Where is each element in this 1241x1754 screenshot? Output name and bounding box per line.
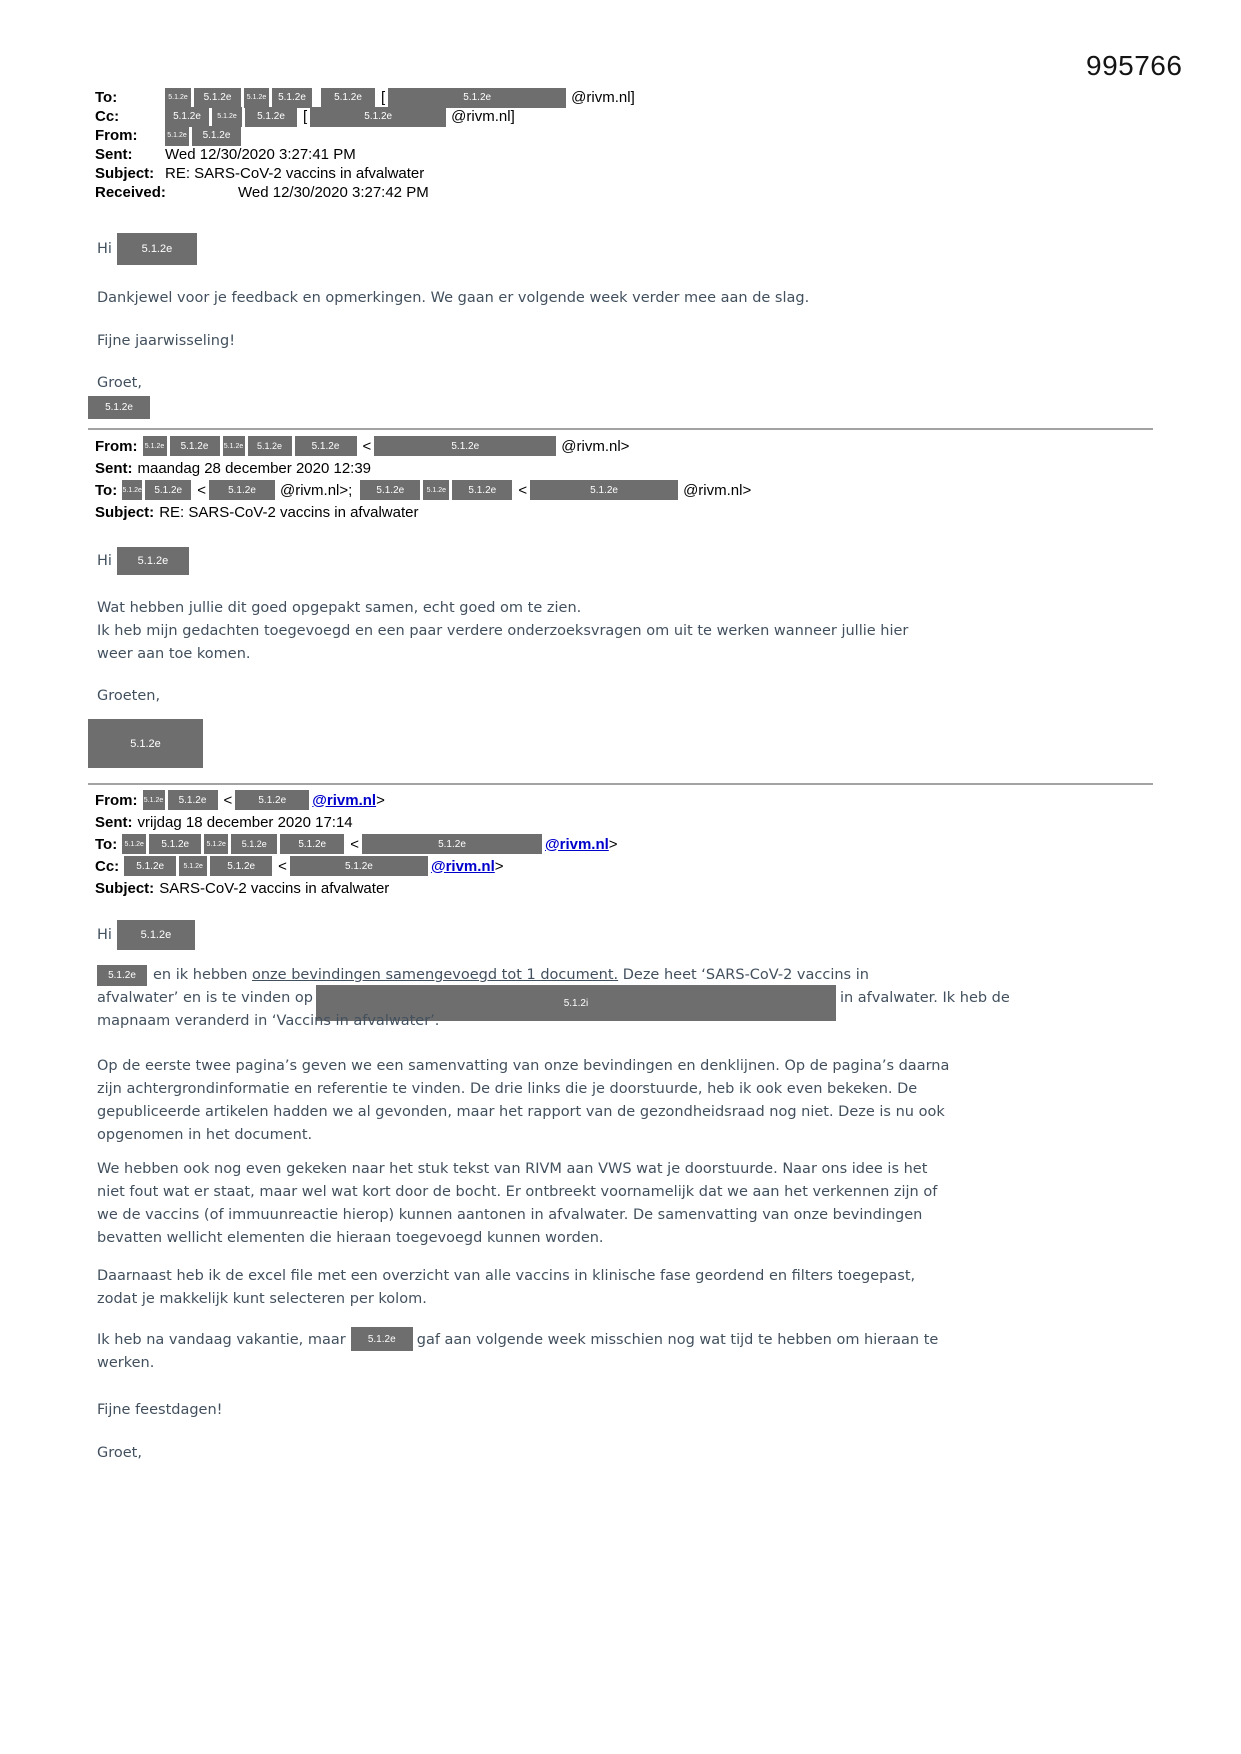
body-line: niet fout wat er staat, maar wel wat kort door de bocht. Er ontbreekt voornamelijk dat we aan het verkennen zijn of xyxy=(97,1184,938,1200)
sent-label: Sent: xyxy=(95,459,133,477)
paragraph-3 xyxy=(97,1158,1153,1250)
email-3 xyxy=(88,783,1153,1465)
subject-value: RE: SARS-CoV-2 vaccins in afvalwater xyxy=(159,503,419,521)
signature-redaction-box: 5.1.2e xyxy=(88,396,150,419)
from-label: From: xyxy=(95,791,138,809)
redaction-box: 5.1.2e xyxy=(210,856,272,876)
redaction-box: 5.1.2e xyxy=(374,436,556,456)
redaction-box: 5.1.2e xyxy=(143,436,167,456)
text-before-redaction: Ik heb na vandaag vakantie, maar xyxy=(97,1332,346,1348)
redaction-box: 5.1.2e xyxy=(97,965,147,986)
paragraph-5 xyxy=(97,1329,1153,1375)
body-line xyxy=(97,1329,1153,1352)
paragraph-2 xyxy=(97,1055,1153,1147)
email-1-body xyxy=(88,233,1153,395)
subject-label: Subject: xyxy=(95,879,155,897)
cc-domain: @rivm.nl] xyxy=(451,108,515,125)
cc-label: Cc: xyxy=(95,857,120,875)
redaction-box: 5.1.2e xyxy=(209,480,275,500)
redaction-box: 5.1.2e xyxy=(452,480,512,500)
to-label: To: xyxy=(95,89,118,106)
subject-row xyxy=(95,164,1153,183)
greeting-row xyxy=(97,233,1153,265)
angle-close: > xyxy=(494,857,504,875)
from-row xyxy=(95,790,1153,810)
from-domain: @rivm.nl> xyxy=(561,437,630,455)
greeting-text: Hi xyxy=(97,552,112,569)
to-label: To: xyxy=(95,835,118,853)
text-before-link: en ik hebben xyxy=(153,967,248,983)
angle-open: < xyxy=(518,481,528,499)
cc-label: Cc: xyxy=(95,108,120,125)
closing-line: Groeten, xyxy=(97,688,161,704)
rivm-link[interactable]: @rivm.nl xyxy=(544,835,609,853)
angle-open: < xyxy=(197,481,206,499)
bracket-open: [ xyxy=(303,108,308,125)
redaction-box: 5.1.2e xyxy=(321,88,375,108)
redaction-box: 5.1.2e xyxy=(117,233,197,265)
redaction-box: 5.1.2e xyxy=(310,107,446,127)
redaction-box: 5.1.2e xyxy=(165,107,209,127)
body-line: we de vaccins (of immuunreactie hierop) kunnen aantonen in afvalwater. De samenvatting van onze bevindingen xyxy=(97,1207,923,1223)
redaction-box: 5.1.2e xyxy=(235,790,309,810)
to-row xyxy=(95,834,1153,854)
email-2-header xyxy=(88,430,1153,522)
redaction-box: 5.1.2e xyxy=(388,88,566,108)
redaction-box: 5.1.2e xyxy=(165,126,189,146)
body-line: Wat hebben jullie dit goed opgepakt samen, echt goed om te zien. xyxy=(97,600,582,616)
redaction-box: 5.1.2e xyxy=(204,834,228,854)
rivm-link[interactable]: @rivm.nl xyxy=(430,857,495,875)
sent-row xyxy=(95,458,1153,478)
body-line: zijn achtergrondinformatie en referentie te vinden. De drie links die je doorstuurde, heb ik ook even bekeken. De xyxy=(97,1081,918,1097)
body-line: Fijne feestdagen! xyxy=(97,1402,223,1418)
redaction-box: 5.1.2e xyxy=(223,436,245,456)
to-label: To: xyxy=(95,481,118,499)
sent-row xyxy=(95,812,1153,832)
redaction-box: 5.1.2e xyxy=(280,834,344,854)
body-line: Fijne jaarwisseling! xyxy=(97,333,236,349)
redaction-box: 5.1.2e xyxy=(290,856,428,876)
body-text-segment xyxy=(153,964,869,987)
subject-value: SARS-CoV-2 vaccins in afvalwater xyxy=(159,879,390,897)
to-row xyxy=(95,88,1153,107)
sent-label: Sent: xyxy=(95,146,133,163)
received-row xyxy=(95,183,1153,202)
body-line: bevatten wellicht elementen die hieraan toegevoegd kunnen worden. xyxy=(97,1230,604,1246)
subject-label: Subject: xyxy=(95,165,155,182)
redaction-box: 5.1.2e xyxy=(244,88,269,108)
received-label: Received: xyxy=(95,184,166,201)
redaction-box: 5.1.2e xyxy=(122,480,142,500)
from-label: From: xyxy=(95,437,138,455)
from-label: From: xyxy=(95,127,138,144)
sent-value: maandag 28 december 2020 12:39 xyxy=(137,459,372,477)
body-line: Ik heb mijn gedachten toegevoegd en een paar verdere onderzoeksvragen om uit te werken wanneer jullie hier xyxy=(97,623,909,639)
paragraph-1 xyxy=(97,964,1153,1033)
redaction-box: 5.1.2e xyxy=(170,436,220,456)
email-2 xyxy=(88,428,1153,768)
redaction-box: 5.1.2e xyxy=(117,920,195,950)
rivm-link[interactable]: @rivm.nl xyxy=(312,791,377,809)
email-2-body xyxy=(88,547,1153,708)
redaction-box: 5.1.2e xyxy=(212,107,242,127)
to-row xyxy=(95,480,1153,500)
subject-row xyxy=(95,502,1153,522)
angle-close: > xyxy=(376,791,385,809)
redaction-box: 5.1.2e xyxy=(168,790,218,810)
line2-suffix: in afvalwater. Ik heb de xyxy=(839,990,1010,1006)
document-link-text[interactable]: onze bevindingen samengevoegd tot 1 document. xyxy=(252,967,619,983)
sent-value: Wed 12/30/2020 3:27:41 PM xyxy=(165,146,356,163)
redaction-box: 5.1.2e xyxy=(122,834,146,854)
redaction-box: 5.1.2e xyxy=(145,480,191,500)
cc-row xyxy=(95,107,1153,126)
body-line: opgenomen in het document. xyxy=(97,1127,313,1143)
cc-row xyxy=(95,856,1153,876)
angle-open: < xyxy=(223,791,233,809)
angle-open: < xyxy=(350,835,359,853)
redaction-box: 5.1.2e xyxy=(192,126,241,146)
from-row xyxy=(95,436,1153,456)
email-1-header xyxy=(88,88,1153,202)
redaction-box: 5.1.2e xyxy=(165,88,191,108)
to-domain: @rivm.nl] xyxy=(571,89,635,106)
body-line: werken. xyxy=(97,1355,155,1371)
body-line: Op de eerste twee pagina’s geven we een samenvatting van onze bevindingen en denklijnen. Op de pagina’s daarna xyxy=(97,1058,950,1074)
line2-prefix: afvalwater’ en is te vinden op xyxy=(97,990,313,1006)
to-domain-1: @rivm.nl>; xyxy=(279,481,353,499)
redaction-box: 5.1.2e xyxy=(272,88,312,108)
body-line xyxy=(97,964,1153,987)
sent-value: vrijdag 18 december 2020 17:14 xyxy=(137,813,353,831)
redaction-box-512i: 5.1.2i xyxy=(316,985,836,1021)
doc-number: 995766 xyxy=(1086,50,1183,81)
redaction-box: 5.1.2e xyxy=(248,436,292,456)
text-after-redaction: gaf aan volgende week misschien nog wat tijd te hebben om hieraan te xyxy=(416,1332,939,1348)
redaction-box: 5.1.2e xyxy=(360,480,420,500)
redaction-box: 5.1.2e xyxy=(149,834,201,854)
redaction-box: 5.1.2e xyxy=(530,480,678,500)
redaction-box: 5.1.2e xyxy=(143,790,165,810)
body-line: weer aan toe komen. xyxy=(97,646,251,662)
to-domain-2: @rivm.nl> xyxy=(683,481,752,499)
redaction-box: 5.1.2e xyxy=(351,1327,413,1351)
body-line: gepubliceerde artikelen hadden we al gevonden, maar het rapport van de gezondheidsraad nog niet. Deze is nu ook xyxy=(97,1104,945,1120)
greeting-row xyxy=(97,920,1153,950)
from-row xyxy=(95,126,1153,145)
angle-open: < xyxy=(278,857,287,875)
redaction-box: 5.1.2e xyxy=(194,88,241,108)
angle-open: < xyxy=(362,437,372,455)
greeting-row xyxy=(97,547,1153,575)
subject-value: RE: SARS-CoV-2 vaccins in afvalwater xyxy=(165,165,425,182)
body-line: zodat je makkelijk kunt selecteren per kolom. xyxy=(97,1291,427,1307)
sent-label: Sent: xyxy=(95,813,133,831)
body-line xyxy=(97,987,1153,1010)
email-3-body xyxy=(88,920,1153,1465)
redaction-box: 5.1.2e xyxy=(295,436,357,456)
redaction-box: 5.1.2e xyxy=(179,856,207,876)
redaction-box: 5.1.2e xyxy=(124,856,176,876)
body-line: mapnaam veranderd in ‘Vaccins in afvalwater’. xyxy=(97,1013,440,1029)
body-line: We hebben ook nog even gekeken naar het stuk tekst van RIVM aan VWS wat je doorstuurde. Naar ons idee is het xyxy=(97,1161,928,1177)
body-line: Dankjewel voor je feedback en opmerkingen. We gaan er volgende week verder mee aan de slag. xyxy=(97,290,810,306)
closing-line: Groet, xyxy=(97,375,142,391)
greeting-text: Hi xyxy=(97,240,112,257)
sent-row xyxy=(95,145,1153,164)
body-line: Daarnaast heb ik de excel file met een overzicht van alle vaccins in klinische fase geordend en filters toegepast, xyxy=(97,1268,916,1284)
subject-label: Subject: xyxy=(95,503,155,521)
subject-row xyxy=(95,878,1153,898)
greeting-text: Hi xyxy=(97,926,112,943)
email-1 xyxy=(88,88,1153,419)
text-after-link: Deze heet ‘SARS-CoV-2 vaccins in xyxy=(622,967,869,983)
redaction-box: 5.1.2e xyxy=(117,547,189,575)
closing-line: Groet, xyxy=(97,1445,142,1461)
email-3-header xyxy=(88,785,1153,898)
redaction-box: 5.1.2e xyxy=(245,107,297,127)
redaction-box: 5.1.2e xyxy=(423,480,449,500)
signature-redaction-box: 5.1.2e xyxy=(88,719,203,768)
received-value: Wed 12/30/2020 3:27:42 PM xyxy=(238,184,429,201)
bracket-open: [ xyxy=(381,89,386,106)
redaction-box: 5.1.2e xyxy=(231,834,277,854)
angle-close: > xyxy=(608,835,618,853)
paragraph-4 xyxy=(97,1265,1153,1311)
redaction-box: 5.1.2e xyxy=(362,834,542,854)
